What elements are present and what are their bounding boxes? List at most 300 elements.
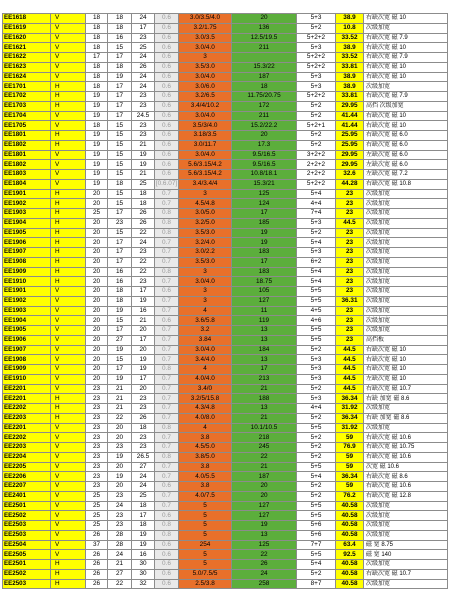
col-b-cell: 19 (86, 111, 108, 121)
row-id-cell: EE1802 (3, 160, 51, 170)
col-g-cell: 183 (232, 267, 297, 277)
col-g-cell: 13 (232, 335, 297, 345)
row-id-cell: EE1910 (3, 374, 51, 384)
col-h-cell: 5+2 (297, 569, 336, 579)
col-b-cell: 20 (86, 277, 108, 287)
table-row (3, 530, 448, 540)
row-id-cell: EE1702 (3, 92, 51, 102)
col-b-cell: 18 (86, 72, 108, 82)
col-h-cell: 3+2+2 (297, 150, 336, 160)
table-row (3, 160, 448, 170)
col-c-cell: 17 (108, 257, 132, 267)
note-cell: 右缺次宽 磁 10 (364, 72, 448, 82)
type-cell: V (51, 316, 86, 326)
type-cell: H (51, 267, 86, 277)
col-b-cell: 20 (86, 189, 108, 199)
row-id-cell: EE1906 (3, 238, 51, 248)
col-e-cell: 0.8 (155, 521, 179, 531)
type-cell: V (51, 355, 86, 365)
col-c-cell: 20 (108, 462, 132, 472)
col-d-cell: 30 (132, 569, 155, 579)
table-row (3, 472, 448, 482)
col-d-cell: 26 (132, 209, 155, 219)
col-e-cell: 0.7 (155, 394, 179, 404)
col-c-cell: 19 (108, 374, 132, 384)
col-f-cell: 5 (179, 501, 232, 511)
col-c-cell: 21 (108, 384, 132, 394)
col-b-cell: 18 (86, 23, 108, 33)
col-g-cell: 22 (232, 550, 297, 560)
col-f-cell: 5 (179, 521, 232, 531)
col-d-cell: 19 (132, 530, 155, 540)
col-i-cell: 40.58 (336, 501, 364, 511)
col-b-cell: 23 (86, 423, 108, 433)
col-d-cell: 23 (132, 92, 155, 102)
col-d-cell: 18 (132, 423, 155, 433)
note-cell: 右缺次宽 磁 10 (364, 345, 448, 355)
col-d-cell: 23 (132, 248, 155, 258)
col-g-cell: 185 (232, 218, 297, 228)
col-b-cell: 26 (86, 530, 108, 540)
note-cell: 右缺次宽 磁 10 (364, 365, 448, 375)
type-cell: V (51, 335, 86, 345)
col-i-cell: 25.95 (336, 131, 364, 141)
col-f-cell: 3.5/3.0 (179, 228, 232, 238)
type-cell: V (51, 384, 86, 394)
table-row (3, 189, 448, 199)
col-d-cell: 23 (132, 443, 155, 453)
col-f-cell: 5 (179, 560, 232, 570)
col-f-cell: 4 (179, 365, 232, 375)
col-f-cell: 3.8/5.0 (179, 452, 232, 462)
col-b-cell: 25 (86, 491, 108, 501)
col-g-cell: 187 (232, 472, 297, 482)
row-id-cell: EE2201 (3, 384, 51, 394)
note-cell: 次级加宽 (364, 579, 448, 589)
col-g-cell: 183 (232, 248, 297, 258)
col-e-cell: 0.6 (155, 72, 179, 82)
col-f-cell: 3.2/4.0 (179, 238, 232, 248)
col-f-cell: 3.84 (179, 335, 232, 345)
table-row (3, 179, 448, 189)
table-row (3, 33, 448, 43)
col-i-cell: 44.5 (336, 365, 364, 375)
col-c-cell: 20 (108, 482, 132, 492)
note-cell: 次级加宽 (364, 511, 448, 521)
type-cell: H (51, 413, 86, 423)
col-f-cell: 3.0/2.2 (179, 248, 232, 258)
table-row (3, 335, 448, 345)
note-cell: 次宽 磁 10.6 (364, 462, 448, 472)
col-e-cell: 0.8 (155, 218, 179, 228)
note-cell: 左缺次宽 磁 6.0 (364, 160, 448, 170)
table-row (3, 101, 448, 111)
note-cell: 右缺次宽 磁 10.8 (364, 179, 448, 189)
col-d-cell: 22 (132, 257, 155, 267)
col-i-cell: 23 (336, 238, 364, 248)
col-i-cell: 44.5 (336, 374, 364, 384)
col-b-cell: 20 (86, 257, 108, 267)
row-id-cell: EE2205 (3, 462, 51, 472)
col-f-cell: 3.2/5.0 (179, 218, 232, 228)
col-d-cell: 19 (132, 296, 155, 306)
col-f-cell: 4 (179, 306, 232, 316)
note-cell: 次级加宽 (364, 218, 448, 228)
table-row (3, 267, 448, 277)
col-b-cell: 26 (86, 550, 108, 560)
type-cell: H (51, 560, 86, 570)
col-b-cell: 23 (86, 394, 108, 404)
col-g-cell: 19 (232, 238, 297, 248)
col-b-cell: 20 (86, 316, 108, 326)
type-cell: V (51, 326, 86, 336)
col-i-cell: 23 (336, 257, 364, 267)
note-cell: 右缺 加宽 磁 8.6 (364, 394, 448, 404)
col-g-cell: 245 (232, 443, 297, 453)
col-i-cell: 44.5 (336, 218, 364, 228)
col-f-cell: 5 (179, 550, 232, 560)
table-row (3, 23, 448, 33)
col-b-cell: 20 (86, 287, 108, 297)
col-i-cell: 29.95 (336, 150, 364, 160)
col-b-cell: 23 (86, 443, 108, 453)
col-c-cell: 28 (108, 530, 132, 540)
col-c-cell: 17 (108, 101, 132, 111)
col-g-cell: 124 (232, 199, 297, 209)
col-g-cell: 15.2/22.2 (232, 121, 297, 131)
col-d-cell: 17 (132, 23, 155, 33)
col-e-cell: 0.6 (155, 92, 179, 102)
type-cell: H (51, 238, 86, 248)
type-cell: H (51, 92, 86, 102)
col-g-cell: 21 (232, 384, 297, 394)
row-id-cell: EE2505 (3, 550, 51, 560)
col-g-cell: 11 (232, 306, 297, 316)
col-d-cell: 24.5 (132, 111, 155, 121)
col-h-cell: 5+2+2 (297, 33, 336, 43)
table-row (3, 140, 448, 150)
row-id-cell: EE1623 (3, 62, 51, 72)
col-c-cell: 21 (108, 560, 132, 570)
col-e-cell: 0.6 (155, 150, 179, 160)
row-id-cell: EE1902 (3, 296, 51, 306)
type-cell: H (51, 257, 86, 267)
col-b-cell: 19 (86, 101, 108, 111)
col-h-cell: 5+2 (297, 452, 336, 462)
col-i-cell: 38.9 (336, 43, 364, 53)
col-g-cell: 13 (232, 404, 297, 414)
row-id-cell: EE1618 (3, 14, 51, 24)
col-f-cell: 4.5/5.0 (179, 443, 232, 453)
col-g-cell: 218 (232, 433, 297, 443)
col-f-cell: 3 (179, 53, 232, 63)
col-g-cell: 20 (232, 482, 297, 492)
col-e-cell: 0.8 (155, 530, 179, 540)
type-cell: H (51, 199, 86, 209)
col-d-cell: 30 (132, 560, 155, 570)
col-h-cell: 5+5 (297, 501, 336, 511)
col-g-cell: 17 (232, 365, 297, 375)
col-i-cell: 38.9 (336, 82, 364, 92)
note-cell: 次级加宽 (364, 423, 448, 433)
col-d-cell: 18 (132, 521, 155, 531)
col-e-cell: 0.8 (155, 267, 179, 277)
col-c-cell: 15 (108, 150, 132, 160)
col-c-cell: 18 (108, 296, 132, 306)
col-d-cell: 24 (132, 14, 155, 24)
col-h-cell: 5+5 (297, 296, 336, 306)
note-cell: 右缺次宽 磁 10.7 (364, 384, 448, 394)
table-row (3, 248, 448, 258)
col-b-cell: 18 (86, 43, 108, 53)
note-cell: 次级加宽 (364, 199, 448, 209)
col-c-cell: 19 (108, 452, 132, 462)
col-e-cell: 0.7 (155, 384, 179, 394)
type-cell: H (51, 189, 86, 199)
col-h-cell: 4+4 (297, 199, 336, 209)
col-i-cell: 23 (336, 199, 364, 209)
row-id-cell: EE1904 (3, 316, 51, 326)
col-c-cell: 16 (108, 267, 132, 277)
col-c-cell: 15 (108, 228, 132, 238)
col-i-cell: 32.6 (336, 170, 364, 180)
type-cell: V (51, 491, 86, 501)
note-cell: 左缺次宽 磁 6.0 (364, 150, 448, 160)
table-row (3, 413, 448, 423)
col-g-cell: 119 (232, 316, 297, 326)
col-d-cell: 26 (132, 413, 155, 423)
col-e-cell: 0.6 (155, 140, 179, 150)
col-i-cell: 23 (336, 335, 364, 345)
col-e-cell: 0.6 (155, 23, 179, 33)
type-cell: H (51, 82, 86, 92)
type-cell: V (51, 150, 86, 160)
col-e-cell: 0.6 (155, 62, 179, 72)
col-f-cell: 3.2/1.75 (179, 23, 232, 33)
col-c-cell: 15 (108, 355, 132, 365)
row-id-cell: EE1802 (3, 140, 51, 150)
col-c-cell: 15 (108, 43, 132, 53)
col-f-cell: 3.2 (179, 326, 232, 336)
col-b-cell: 20 (86, 296, 108, 306)
col-e-cell: 0.7 (155, 257, 179, 267)
col-d-cell: 24 (132, 82, 155, 92)
table-row (3, 569, 448, 579)
col-e-cell: 0.6 (155, 43, 179, 53)
col-h-cell: 5+4 (297, 189, 336, 199)
col-e-cell: 0.7 (155, 326, 179, 336)
note-cell: 次级加宽 (364, 23, 448, 33)
col-f-cell: 3.2/5/15.8 (179, 394, 232, 404)
note-cell: 次级加宽 (364, 501, 448, 511)
col-i-cell: 59 (336, 482, 364, 492)
col-e-cell: 0.7 (155, 413, 179, 423)
row-id-cell: EE2502 (3, 511, 51, 521)
col-b-cell: 18 (86, 82, 108, 92)
col-h-cell: 5+2+2 (297, 53, 336, 63)
col-h-cell: 5+3 (297, 72, 336, 82)
table-row (3, 316, 448, 326)
col-d-cell: 19 (132, 365, 155, 375)
col-e-cell: 0.7 (155, 462, 179, 472)
col-f-cell: 5 (179, 530, 232, 540)
col-f-cell: 4.3/4.8 (179, 404, 232, 414)
col-d-cell: 26.5 (132, 452, 155, 462)
type-cell: H (51, 218, 86, 228)
table-row (3, 365, 448, 375)
col-h-cell: 2+2+2 (297, 170, 336, 180)
col-f-cell: 3.4/4.0 (179, 355, 232, 365)
col-b-cell: 23 (86, 413, 108, 423)
col-f-cell: 3.8 (179, 433, 232, 443)
col-i-cell: 38.9 (336, 14, 364, 24)
note-cell: 右缺次宽 磁 10 (364, 121, 448, 131)
col-c-cell: 18 (108, 14, 132, 24)
col-i-cell: 33.81 (336, 92, 364, 102)
col-g-cell: 15.3/22 (232, 62, 297, 72)
col-h-cell: 5+2 (297, 101, 336, 111)
col-d-cell: 21 (132, 140, 155, 150)
col-e-cell: 0.8 (155, 423, 179, 433)
row-id-cell: EE1621 (3, 43, 51, 53)
col-b-cell: 18 (86, 14, 108, 24)
type-cell: H (51, 248, 86, 258)
col-i-cell: 38.9 (336, 72, 364, 82)
col-c-cell: 20 (108, 433, 132, 443)
col-d-cell: 16 (132, 306, 155, 316)
row-id-cell: EE2204 (3, 452, 51, 462)
col-f-cell: 3.0/11.7 (179, 140, 232, 150)
note-cell: 次级加宽 (364, 82, 448, 92)
col-i-cell: 23 (336, 326, 364, 336)
col-e-cell: 0.6 (155, 121, 179, 131)
col-e-cell: 0.6 (155, 579, 179, 589)
col-e-cell: 0.7 (155, 345, 179, 355)
col-f-cell: 5.0/7.5/5 (179, 569, 232, 579)
note-cell: 磁 宽 8.75 (364, 540, 448, 550)
col-f-cell: 3.0/3.5 (179, 33, 232, 43)
row-id-cell: EE1907 (3, 345, 51, 355)
col-c-cell: 19 (108, 472, 132, 482)
col-i-cell: 63.4 (336, 540, 364, 550)
col-e-cell: 0.6 (155, 14, 179, 24)
note-cell: 右缺次宽 磁 6.0 (364, 131, 448, 141)
col-b-cell: 20 (86, 326, 108, 336)
col-h-cell: 5+3 (297, 14, 336, 24)
type-cell: H (51, 404, 86, 414)
col-b-cell: 20 (86, 267, 108, 277)
note-cell: 右缺次宽 磁 10 (364, 14, 448, 24)
col-c-cell: 24 (108, 501, 132, 511)
col-h-cell: 5+2 (297, 23, 336, 33)
table-row (3, 433, 448, 443)
col-f-cell: 3.0/4.0 (179, 150, 232, 160)
col-b-cell: 17 (86, 53, 108, 63)
col-g-cell: 213 (232, 374, 297, 384)
col-f-cell: 3.4/4/10.2 (179, 101, 232, 111)
note-cell: 磁 宽 140 (364, 550, 448, 560)
note-cell: 次级加宽 (364, 296, 448, 306)
col-g-cell: 17 (232, 209, 297, 219)
col-g-cell: 127 (232, 501, 297, 511)
col-i-cell: 59 (336, 462, 364, 472)
col-i-cell: 23 (336, 306, 364, 316)
col-d-cell: 17 (132, 374, 155, 384)
col-d-cell: 27 (132, 462, 155, 472)
type-cell: V (51, 72, 86, 82)
col-i-cell: 36.34 (336, 413, 364, 423)
col-g-cell: 187 (232, 72, 297, 82)
note-cell: 右缺次宽 磁 10 (364, 111, 448, 121)
row-id-cell: EE1701 (3, 82, 51, 92)
col-i-cell: 25.95 (336, 140, 364, 150)
col-b-cell: 20 (86, 228, 108, 238)
row-id-cell: EE1910 (3, 277, 51, 287)
col-h-cell: 5+3 (297, 374, 336, 384)
table-row (3, 482, 448, 492)
col-g-cell: 12.5/19.5 (232, 33, 297, 43)
row-id-cell: EE1703 (3, 101, 51, 111)
col-d-cell: 19 (132, 160, 155, 170)
col-i-cell: 44.5 (336, 384, 364, 394)
row-id-cell: EE2502 (3, 569, 51, 579)
col-e-cell: 0.7 (155, 199, 179, 209)
col-c-cell: 27 (108, 335, 132, 345)
col-e-cell: 0.8 (155, 452, 179, 462)
col-b-cell: 25 (86, 511, 108, 521)
type-cell: H (51, 579, 86, 589)
col-d-cell: 23 (132, 404, 155, 414)
row-id-cell: EE1903 (3, 306, 51, 316)
col-d-cell: 26 (132, 62, 155, 72)
row-id-cell: EE1909 (3, 267, 51, 277)
note-cell: 右缺 加宽 磁 8.6 (364, 413, 448, 423)
col-e-cell: 0.8 (155, 228, 179, 238)
col-b-cell: 19 (86, 170, 108, 180)
row-id-cell: EE1704 (3, 111, 51, 121)
col-f-cell: 3.8 (179, 482, 232, 492)
col-c-cell: 18 (108, 179, 132, 189)
table-row (3, 82, 448, 92)
col-h-cell: 5+2 (297, 384, 336, 394)
col-b-cell: 19 (86, 150, 108, 160)
col-h-cell: 8+7 (297, 579, 336, 589)
col-b-cell: 19 (86, 179, 108, 189)
col-d-cell: 22 (132, 267, 155, 277)
row-id-cell: EE1619 (3, 23, 51, 33)
col-f-cell: 3.5/3.0 (179, 62, 232, 72)
col-i-cell: 23 (336, 267, 364, 277)
row-id-cell: EE2206 (3, 472, 51, 482)
col-c-cell: 15 (108, 316, 132, 326)
row-id-cell: EE2203 (3, 413, 51, 423)
col-c-cell: 15 (108, 199, 132, 209)
col-g-cell: 10.1/10.5 (232, 423, 297, 433)
col-b-cell: 20 (86, 355, 108, 365)
col-h-cell: 5+4 (297, 267, 336, 277)
col-c-cell: 23 (108, 218, 132, 228)
col-g-cell: 18 (232, 82, 297, 92)
col-b-cell: 20 (86, 238, 108, 248)
col-f-cell: 3.5/3/4.0 (179, 121, 232, 131)
col-c-cell: 17 (108, 82, 132, 92)
note-cell: 右缺次宽 磁 12.8 (364, 491, 448, 501)
col-h-cell: 5+5 (297, 326, 336, 336)
col-b-cell: 25 (86, 501, 108, 511)
note-cell: 次级加宽 (364, 287, 448, 297)
col-h-cell: 5+5 (297, 462, 336, 472)
note-cell: 右缺次宽 磁 7.9 (364, 33, 448, 43)
